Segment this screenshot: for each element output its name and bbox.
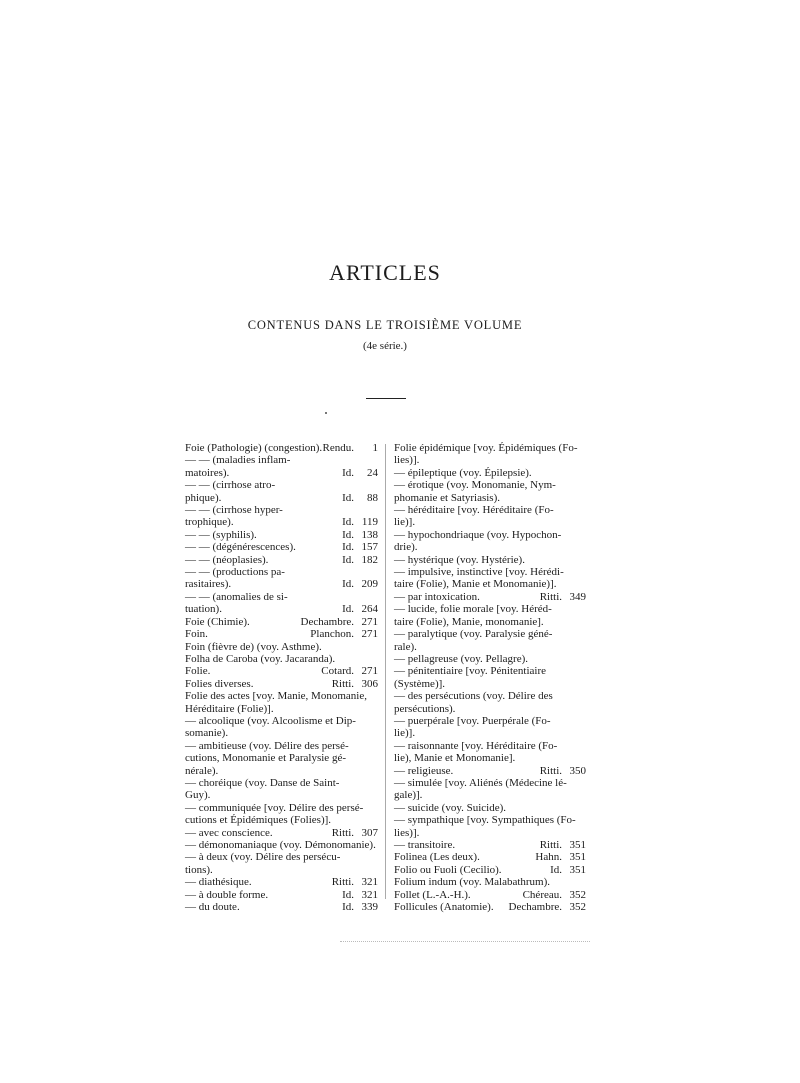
- index-entry: [394, 727, 586, 739]
- entry-text: Folie épidémique [voy. Épidémiques (Fo-: [394, 442, 578, 454]
- index-entry: [394, 839, 586, 851]
- entry-text: rale).: [394, 640, 417, 653]
- entry-author: Id.: [342, 553, 354, 566]
- index-entry: [185, 529, 378, 541]
- entry-text: — par intoxication.: [394, 590, 480, 603]
- entry-author: Id.: [342, 528, 354, 541]
- entry-text: Follicules (Anatomie).: [394, 901, 494, 914]
- index-entry: [185, 839, 378, 851]
- entry-page: 351: [569, 863, 586, 876]
- index-entry: [394, 889, 586, 901]
- entry-author: Dechambre.: [508, 901, 562, 914]
- entry-text: — hypochondriaque (voy. Hypochon-: [394, 528, 562, 541]
- entry-text: lie), Manie et Monomanie].: [394, 752, 516, 765]
- entry-text: — épileptique (voy. Épilepsie).: [394, 466, 532, 479]
- entry-page: 349: [569, 590, 586, 603]
- index-entry: [185, 789, 378, 801]
- index-entry: [185, 566, 378, 578]
- entry-reference: [540, 765, 586, 777]
- series-note: (4e série.): [363, 340, 407, 352]
- entry-author: Id.: [342, 578, 354, 591]
- index-column-left: [185, 442, 378, 913]
- entry-page: 321: [361, 876, 378, 889]
- entry-page: 271: [361, 665, 378, 678]
- index-entry: [185, 727, 378, 739]
- index-entry: [185, 467, 378, 479]
- index-entry: [185, 901, 378, 913]
- entry-reference: [342, 529, 378, 541]
- entry-author: Planchon.: [310, 628, 354, 641]
- index-entry: [185, 864, 378, 876]
- index-entry: [185, 554, 378, 566]
- entry-text: — pellagreuse (voy. Pellagre).: [394, 652, 528, 665]
- entry-page: 1: [372, 442, 378, 454]
- entry-text: taire (Folie), Manie et Monomanie)].: [394, 578, 557, 591]
- entry-reference: [342, 578, 378, 590]
- index-entry: [185, 641, 378, 653]
- entry-author: Hahn.: [535, 851, 562, 864]
- index-entry: [394, 765, 586, 777]
- index-entry: [394, 566, 586, 578]
- index-entry: [394, 653, 586, 665]
- entry-author: Chéreau.: [522, 888, 562, 901]
- index-entry: [394, 703, 586, 715]
- entry-reference: [332, 876, 378, 888]
- entry-reference: [342, 554, 378, 566]
- entry-text: — — (productions pa-: [185, 566, 285, 579]
- entry-author: Id.: [342, 603, 354, 616]
- entry-page: 182: [361, 553, 378, 566]
- column-divider: [385, 444, 386, 899]
- entry-reference: [540, 839, 586, 851]
- entry-text: — puerpérale [voy. Puerpérale (Fo-: [394, 714, 551, 727]
- entry-text: Foin.: [185, 628, 208, 641]
- entry-text: — du doute.: [185, 901, 240, 914]
- entry-text: phique).: [185, 491, 222, 504]
- index-entry: [185, 591, 378, 603]
- entry-text: Folha de Caroba (voy. Jacaranda).: [185, 652, 336, 665]
- index-entry: [394, 876, 586, 888]
- entry-text: rasitaires).: [185, 578, 232, 591]
- entry-text: lies)].: [394, 826, 420, 839]
- entry-text: Folinea (Les deux).: [394, 851, 480, 864]
- entry-text: — diathésique.: [185, 876, 252, 889]
- entry-page: 138: [361, 528, 378, 541]
- entry-page: 351: [569, 851, 586, 864]
- entry-text: cutions, Monomanie et Paralysie gé-: [185, 752, 346, 765]
- entry-text: — — (néoplasies).: [185, 553, 269, 566]
- entry-author: Ritti.: [331, 876, 354, 889]
- entry-text: — choréique (voy. Danse de Saint-: [185, 776, 340, 789]
- index-entry: [185, 603, 378, 615]
- entry-author: Ritti.: [539, 839, 562, 851]
- entry-text: Folies diverses.: [185, 677, 254, 690]
- entry-page: 307: [361, 826, 378, 839]
- entry-text: — sympathique [voy. Sympathiques (Fo-: [394, 814, 576, 827]
- index-column-right: [394, 442, 586, 913]
- entry-author: Ritti.: [331, 826, 354, 839]
- entry-reference: [332, 678, 378, 690]
- entry-author: Ritti.: [539, 764, 562, 777]
- index-entry: [394, 789, 586, 801]
- entry-page: 351: [569, 839, 586, 851]
- entry-reference: [310, 628, 378, 640]
- entry-text: — démonomaniaque (voy. Démonomanie).: [185, 839, 376, 851]
- entry-text: lies)].: [394, 454, 420, 467]
- entry-author: Cotard.: [321, 665, 354, 678]
- bleed-through-line: [340, 941, 590, 944]
- entry-page: 88: [367, 491, 378, 504]
- ink-speck: [325, 412, 327, 414]
- entry-author: Dechambre.: [300, 615, 354, 628]
- index-entry: [185, 715, 378, 727]
- entry-reference: [523, 889, 586, 901]
- entry-text: Folio ou Fuoli (Cecilio).: [394, 863, 502, 876]
- entry-text: tions).: [185, 863, 213, 876]
- entry-text: — — (anomalies de si-: [185, 590, 288, 603]
- entry-reference: [342, 492, 378, 504]
- entry-page: 352: [569, 888, 586, 901]
- entry-text: Folie.: [185, 665, 211, 678]
- entry-text: Folium indum (voy. Malabathrum).: [394, 876, 551, 889]
- index-entry: [394, 665, 586, 677]
- index-entry: [185, 479, 378, 491]
- entry-text: persécutions).: [394, 702, 456, 715]
- entry-author: Ritti.: [539, 590, 562, 603]
- entry-page: 271: [361, 615, 378, 628]
- index-entry: [185, 876, 378, 888]
- entry-text: lie)].: [394, 727, 416, 740]
- index-entry: [394, 529, 586, 541]
- entry-reference: [509, 901, 586, 913]
- entry-reference: [321, 665, 378, 677]
- entry-text: Foie (Pathologie) (congestion).: [185, 442, 323, 454]
- entry-page: 24: [367, 466, 378, 479]
- index-entry: [394, 628, 586, 640]
- entry-reference: [342, 603, 378, 615]
- entry-reference: [342, 516, 378, 528]
- index-entry: [394, 591, 586, 603]
- entry-author: Id.: [342, 491, 354, 504]
- index-entry: [394, 616, 586, 628]
- index-entry: [394, 516, 586, 528]
- entry-text: — érotique (voy. Monomanie, Nym-: [394, 479, 556, 492]
- entry-page: 321: [361, 888, 378, 901]
- index-entry: [394, 752, 586, 764]
- entry-page: 352: [569, 901, 586, 914]
- index-entry: [185, 690, 378, 702]
- title-rule: [366, 398, 406, 399]
- entry-text: — impulsive, instinctive [voy. Hérédi-: [394, 566, 564, 579]
- index-entry: [185, 653, 378, 665]
- index-entry: [394, 479, 586, 491]
- entry-text: (Système)].: [394, 677, 446, 690]
- index-entry: [394, 467, 586, 479]
- index-entry: [185, 516, 378, 528]
- index-entry: [185, 827, 378, 839]
- entry-text: cutions et Épidémiques (Folies)].: [185, 814, 332, 827]
- index-entry: [394, 578, 586, 590]
- index-entry: [185, 703, 378, 715]
- entry-page: 339: [361, 901, 378, 914]
- entry-reference: [342, 889, 378, 901]
- entry-text: matoires).: [185, 466, 230, 479]
- index-entry: [394, 864, 586, 876]
- index-entry: [394, 901, 586, 913]
- index-entry: [185, 616, 378, 628]
- entry-text: — ambitieuse (voy. Délire des persé-: [185, 739, 349, 752]
- entry-text: — — (syphilis).: [185, 528, 257, 541]
- entry-text: Folie des actes [voy. Manie, Monomanie,: [185, 690, 367, 703]
- entry-page: 264: [361, 603, 378, 616]
- entry-page: 209: [361, 578, 378, 591]
- page-title: ARTICLES: [329, 260, 441, 285]
- entry-text: trophique).: [185, 516, 234, 529]
- entry-author: Id.: [342, 888, 354, 901]
- entry-author: Id.: [342, 901, 354, 914]
- entry-text: Guy).: [185, 789, 211, 802]
- index-entry: [185, 442, 378, 454]
- entry-reference: [535, 851, 586, 863]
- index-entry: [185, 665, 378, 677]
- entry-text: — paralytique (voy. Paralysie géné-: [394, 628, 553, 641]
- entry-text: — des persécutions (voy. Délire des: [394, 690, 553, 703]
- entry-reference: [550, 864, 586, 876]
- page-subtitle: CONTENUS DANS LE TROISIÈME VOLUME: [247, 318, 523, 332]
- index-entry: [185, 628, 378, 640]
- entry-author: Ritti.: [331, 677, 354, 690]
- entry-text: Follet (L.-A.-H.).: [394, 888, 471, 901]
- entry-text: — raisonnante [voy. Héréditaire (Fo-: [394, 739, 558, 752]
- entry-text: — — (maladies inflam-: [185, 454, 291, 467]
- index-entry: [185, 765, 378, 777]
- entry-text: — à double forme.: [185, 888, 269, 901]
- entry-text: — — (cirrhose hyper-: [185, 504, 283, 517]
- index-entry: [394, 740, 586, 752]
- entry-text: Foie (Chimie).: [185, 615, 250, 628]
- index-entry: [185, 851, 378, 863]
- entry-text: — alcoolique (voy. Alcoolisme et Dip-: [185, 714, 356, 727]
- index-entry: [185, 504, 378, 516]
- entry-text: Foin (fièvre de) (voy. Asthme).: [185, 640, 322, 653]
- index-entry: [394, 777, 586, 789]
- index-entry: [394, 715, 586, 727]
- index-entry: [394, 492, 586, 504]
- index-entry: [394, 678, 586, 690]
- index-entry: [394, 442, 586, 454]
- entry-text: Héréditaire (Folie)].: [185, 702, 274, 715]
- index-entry: [185, 802, 378, 814]
- entry-page: 306: [361, 677, 378, 690]
- index-entry: [394, 554, 586, 566]
- entry-text: — à deux (voy. Délire des persécu-: [185, 851, 341, 864]
- entry-text: — héréditaire [voy. Héréditaire (Fo-: [394, 504, 554, 517]
- index-entry: [394, 802, 586, 814]
- entry-text: — religieuse.: [394, 764, 454, 777]
- entry-reference: [540, 591, 586, 603]
- entry-text: phomanie et Satyriasis).: [394, 491, 501, 504]
- entry-page: 157: [361, 541, 378, 554]
- entry-text: taire (Folie), Manie, monomanie].: [394, 615, 544, 628]
- entry-text: drie).: [394, 541, 418, 554]
- index-entry: [185, 678, 378, 690]
- entry-page: 350: [569, 764, 586, 777]
- index-entry: [185, 752, 378, 764]
- index-entry: [185, 814, 378, 826]
- index-entry: [185, 454, 378, 466]
- entry-text: somanie).: [185, 727, 229, 740]
- entry-text: — suicide (voy. Suicide).: [394, 801, 507, 814]
- entry-text: — transitoire.: [394, 839, 456, 851]
- index-entry: [185, 777, 378, 789]
- entry-reference: [323, 442, 378, 454]
- index-entry: [185, 578, 378, 590]
- index-entry: [394, 454, 586, 466]
- entry-author: Id.: [342, 541, 354, 554]
- entry-author: Id.: [550, 863, 562, 876]
- entry-text: — — (dégénérescences).: [185, 541, 296, 554]
- entry-text: gale)].: [394, 789, 423, 802]
- entry-page: 119: [361, 516, 378, 529]
- entry-text: — pénitentiaire [voy. Pénitentiaire: [394, 665, 547, 678]
- entry-author: Id.: [342, 466, 354, 479]
- entry-text: lie)].: [394, 516, 416, 529]
- index-entry: [394, 690, 586, 702]
- index-entry: [185, 740, 378, 752]
- entry-text: — hystérique (voy. Hystérie).: [394, 553, 525, 566]
- index-entry: [185, 889, 378, 901]
- entry-text: — — (cirrhose atro-: [185, 479, 276, 492]
- index-entry: [185, 492, 378, 504]
- entry-text: — lucide, folie morale [voy. Héréd-: [394, 603, 552, 616]
- entry-text: tuation).: [185, 603, 222, 616]
- entry-reference: [301, 616, 378, 628]
- entry-reference: [342, 541, 378, 553]
- index-entry: [394, 641, 586, 653]
- entry-text: — communiquée [voy. Délire des persé-: [185, 801, 364, 814]
- index-entry: [394, 504, 586, 516]
- entry-author: Id.: [342, 516, 354, 529]
- entry-author: Rendu.: [322, 442, 354, 454]
- index-entry: [185, 541, 378, 553]
- index-entry: [394, 814, 586, 826]
- entry-text: — avec conscience.: [185, 826, 273, 839]
- index-entry: [394, 541, 586, 553]
- index-entry: [394, 603, 586, 615]
- entry-reference: [342, 467, 378, 479]
- entry-page: 271: [361, 628, 378, 641]
- entry-reference: [342, 901, 378, 913]
- entry-text: — simulée [voy. Aliénés (Médecine lé-: [394, 776, 567, 789]
- entry-text: nérale).: [185, 764, 219, 777]
- entry-reference: [332, 827, 378, 839]
- index-entry: [394, 827, 586, 839]
- index-entry: [394, 851, 586, 863]
